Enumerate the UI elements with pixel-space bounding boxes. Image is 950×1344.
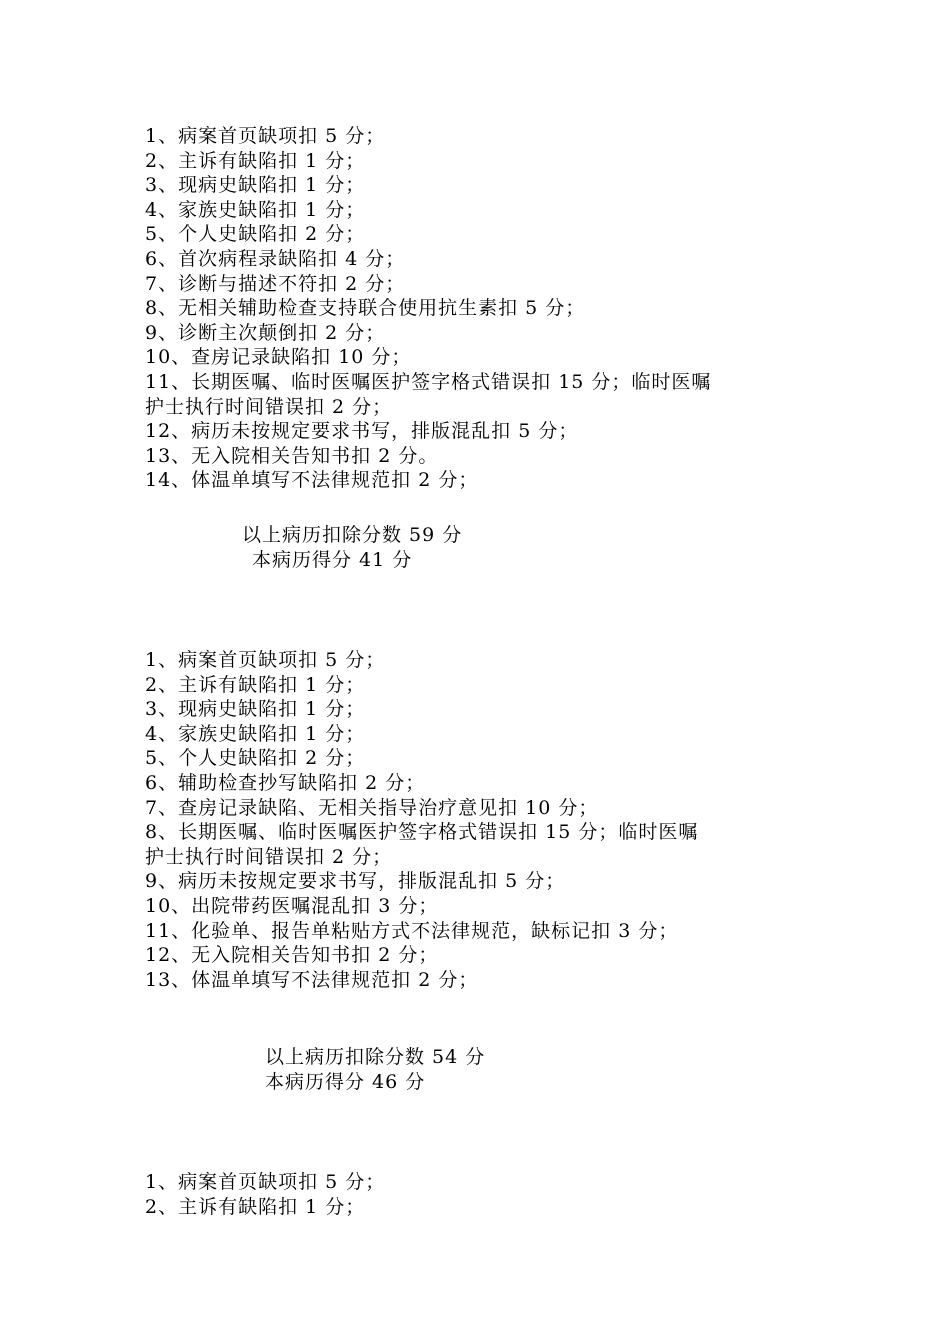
list-item: 护士执行时间错误扣 2 分； — [145, 395, 393, 418]
list-item: 6、首次病程录缺陷扣 4 分； — [145, 247, 406, 270]
deduction-list-1 — [145, 124, 835, 493]
list-item: 13、无入院相关告知书扣 2 分。 — [145, 444, 439, 467]
final-score: 本病历得分 41 分 — [252, 548, 413, 571]
list-item: 12、无入院相关告知书扣 2 分； — [145, 944, 439, 967]
list-item: 13、体温单填写不法律规范扣 2 分； — [145, 968, 479, 991]
list-item: 9、诊断主次颠倒扣 2 分； — [145, 321, 386, 344]
list-item: 7、查房记录缺陷、无相关指导治疗意见扣 10 分； — [145, 796, 599, 819]
list-item: 12、病历未按规定要求书写，排版混乱扣 5 分； — [145, 420, 579, 443]
list-item: 8、长期医嘱、临时医嘱医护签字格式错误扣 15 分；临时医嘱 — [145, 821, 699, 844]
list-item: 10、出院带药医嘱混乱扣 3 分； — [145, 894, 439, 917]
list-item: 护士执行时间错误扣 2 分； — [145, 845, 393, 868]
list-item: 11、长期医嘱、临时医嘱医护签字格式错误扣 15 分；临时医嘱 — [145, 370, 712, 393]
deducted-total: 以上病历扣除分数 59 分 — [242, 524, 463, 546]
list-item: 2、主诉有缺陷扣 1 分； — [145, 149, 366, 172]
deduction-list-3 — [145, 1170, 835, 1219]
deduction-list-2 — [145, 648, 835, 992]
list-item: 2、主诉有缺陷扣 1 分； — [145, 1195, 366, 1218]
score-summary-1 — [242, 523, 462, 572]
list-item: 6、辅助检查抄写缺陷扣 2 分； — [145, 771, 426, 794]
list-item: 2、主诉有缺陷扣 1 分； — [145, 673, 366, 696]
list-item: 1、病案首页缺项扣 5 分； — [145, 1171, 386, 1193]
list-item: 3、现病史缺陷扣 1 分； — [145, 174, 366, 197]
list-item: 3、现病史缺陷扣 1 分； — [145, 698, 366, 721]
list-item: 5、个人史缺陷扣 2 分； — [145, 223, 366, 246]
final-score: 本病历得分 46 分 — [265, 1070, 426, 1093]
list-item: 4、家族史缺陷扣 1 分； — [145, 198, 366, 221]
list-item: 11、化验单、报告单粘贴方式不法律规范，缺标记扣 3 分； — [145, 919, 679, 942]
list-item: 14、体温单填写不法律规范扣 2 分； — [145, 469, 479, 492]
list-item: 9、病历未按规定要求书写，排版混乱扣 5 分； — [145, 870, 566, 893]
list-item: 10、查房记录缺陷扣 10 分； — [145, 346, 412, 369]
deducted-total: 以上病历扣除分数 54 分 — [265, 1046, 486, 1068]
list-item: 7、诊断与描述不符扣 2 分； — [145, 272, 406, 295]
list-item: 8、无相关辅助检查支持联合使用抗生素扣 5 分； — [145, 297, 586, 320]
list-item: 4、家族史缺陷扣 1 分； — [145, 722, 366, 745]
list-item: 1、病案首页缺项扣 5 分； — [145, 649, 386, 671]
score-summary-2 — [265, 1045, 485, 1094]
list-item: 5、个人史缺陷扣 2 分； — [145, 747, 366, 770]
list-item: 1、病案首页缺项扣 5 分； — [145, 125, 386, 147]
